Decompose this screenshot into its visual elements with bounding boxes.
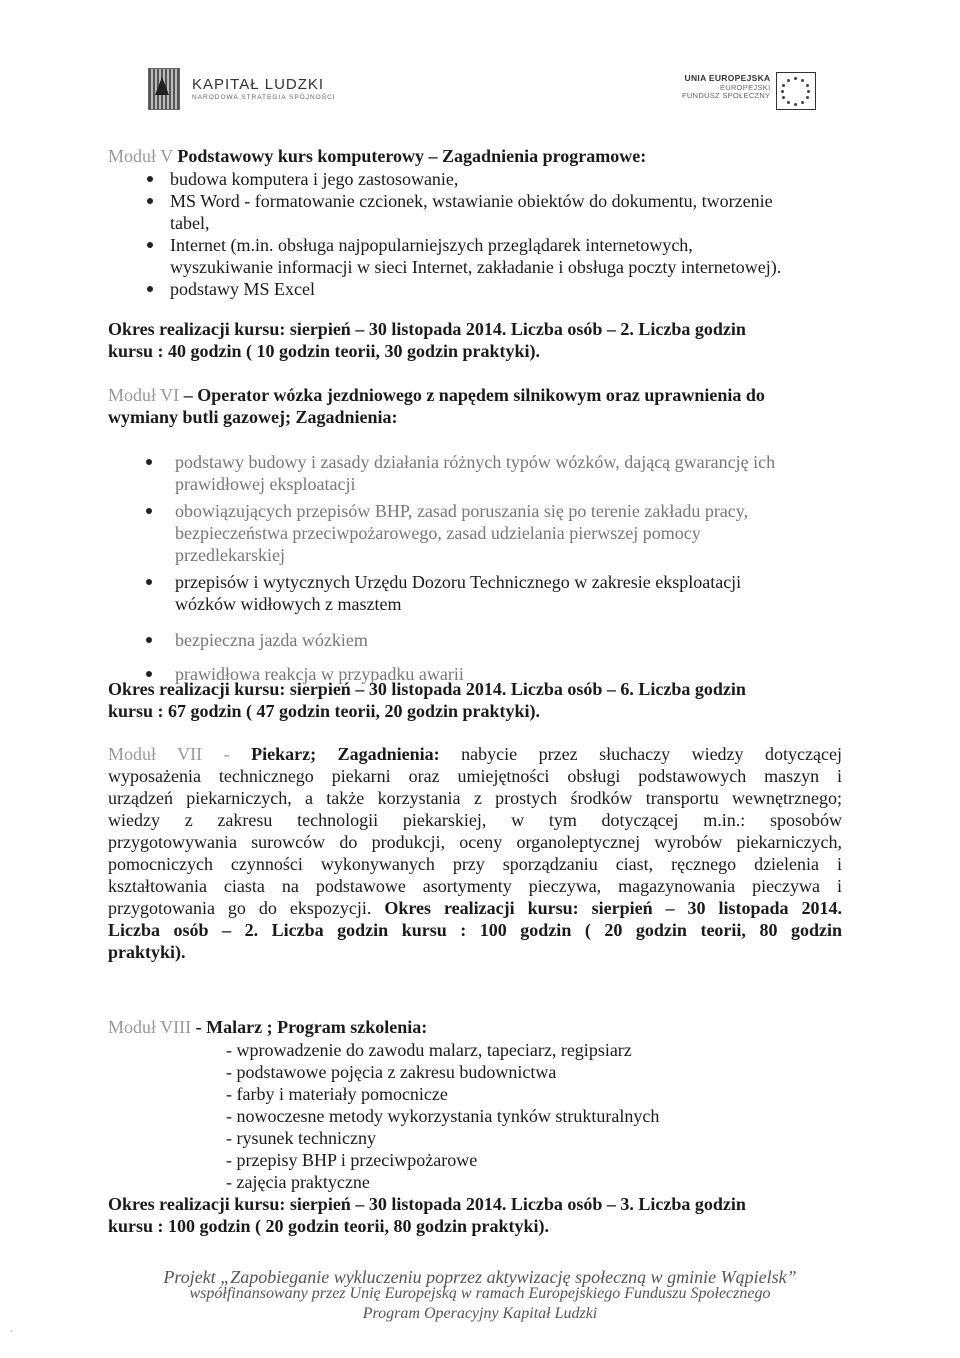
logo-subtitle: NARODOWA STRATEGIA SPÓJNOŚCI bbox=[192, 93, 336, 101]
modul-title-cont: wymiany butli gazowej; Zagadnienia: bbox=[108, 407, 398, 427]
list-item: - podstawowe pojęcia z zakresu budownictwa bbox=[226, 1062, 557, 1082]
summary-line: kursu : 100 godzin ( 20 godzin teorii, 80 godzin praktyki). bbox=[108, 1216, 550, 1236]
modul-5-heading bbox=[108, 145, 842, 167]
list-item: Internet (m.in. obsługa najpopularniejszych przeglądarek internetowych, bbox=[170, 234, 850, 256]
modul-label: Moduł VI bbox=[108, 385, 180, 405]
footer-program: Program Operacyjny Kapitał Ludzki bbox=[362, 1305, 598, 1322]
list-item: - wprowadzenie do zawodu malarz, tapeciarz, regipsiarz bbox=[226, 1040, 632, 1060]
kapital-ludzki-emblem-icon bbox=[148, 68, 180, 110]
footer-project-title: Projekt „Zapobieganie wykluczeniu poprzez aktywizację społeczną w gminie Wąpielsk” bbox=[163, 1267, 797, 1287]
modul-6-list bbox=[175, 451, 843, 685]
paragraph-line: urządzeń piekarniczych, a także korzystania z prostych środków transportu wewnętrznego; bbox=[108, 788, 842, 808]
list-item: podstawy MS Excel bbox=[170, 278, 850, 300]
list-item: - rysunek techniczny bbox=[226, 1128, 376, 1148]
paragraph-line: kształtowania ciasta na podstawowe asortymenty pieczywa, magazynowania pieczywa i bbox=[108, 876, 842, 896]
list-item-continuation: wyszukiwanie informacji w sieci Internet, zakładanie i obsługa poczty internetowej). bbox=[170, 257, 782, 277]
eu-flag-icon bbox=[776, 72, 816, 110]
eu-line-1: UNIA EUROPEJSKA bbox=[684, 73, 771, 83]
modul-6-summary bbox=[108, 678, 842, 722]
modul-8-list bbox=[226, 1039, 659, 1193]
modul-title: Piekarz; Zagadnienia: bbox=[251, 744, 440, 764]
summary-line: kursu : 40 godzin ( 10 godzin teorii, 30 godzin praktyki). bbox=[108, 341, 541, 361]
summary-line: Okres realizacji kursu: sierpień – 30 listopada 2014. Liczba osób – 6. Liczba godzin bbox=[108, 679, 746, 699]
summary-line: praktyki). bbox=[108, 942, 186, 962]
bullet-icon bbox=[146, 671, 152, 677]
paragraph-line: wiedzy z zakresu technologii piekarskiej, w tym dotyczącej m.in.: sposobów bbox=[108, 810, 842, 830]
bullet-icon bbox=[146, 637, 152, 643]
list-item: podstawy budowy i zasady działania różnych typów wózków, dającą gwarancję ich bbox=[175, 451, 843, 473]
paragraph-line: przygotowywania surowców do produkcji, oceny organoleptycznej wyrobów piekarniczych, bbox=[108, 832, 842, 852]
list-item: - farby i materiały pomocnicze bbox=[226, 1084, 448, 1104]
list-item: MS Word - formatowanie czcionek, wstawianie obiektów do dokumentu, tworzenie bbox=[170, 190, 850, 212]
list-item: budowa komputera i jego zastosowanie, bbox=[170, 168, 850, 190]
paragraph-line: pomocniczych czynności wykonywanych przy sporządzaniu ciast, ręcznego dzielenia i bbox=[108, 854, 842, 874]
bullet-icon bbox=[146, 579, 152, 585]
list-item-continuation: wózków widłowych z masztem bbox=[175, 594, 402, 614]
paragraph-line: wyposażenia technicznego piekarni oraz umiejętności obsługi podstawowych maszyn i bbox=[108, 766, 842, 786]
bullet-icon bbox=[146, 459, 152, 465]
modul-5-list bbox=[170, 168, 850, 300]
eu-line-2: EUROPEJSKI bbox=[719, 82, 771, 92]
modul-label: Moduł VII - bbox=[108, 744, 230, 764]
list-item: obowiązujących przepisów BHP, zasad poruszania się po terenie zakładu pracy, bbox=[175, 500, 843, 522]
list-item: - zajęcia praktyczne bbox=[226, 1172, 370, 1192]
summary-line: Okres realizacji kursu: sierpień – 30 listopada 2014. Liczba osób – 3. Liczba godzin bbox=[108, 1194, 746, 1214]
modul-title: - Malarz ; Program szkolenia: bbox=[195, 1017, 428, 1037]
summary-line: Liczba osób – 2. Liczba godzin kursu : 100 godzin ( 20 godzin teorii, 80 godzin bbox=[108, 920, 842, 940]
list-item-continuation: przedlekarskiej bbox=[175, 545, 285, 565]
list-item: - przepisy BHP i przeciwpożarowe bbox=[226, 1150, 478, 1170]
list-item: bezpieczna jazda wózkiem bbox=[175, 629, 843, 651]
modul-7-paragraph bbox=[108, 743, 842, 963]
kapital-ludzki-logo bbox=[148, 68, 336, 110]
logo-title: KAPITAŁ LUDZKI bbox=[192, 75, 325, 93]
modul-8-summary bbox=[108, 1193, 842, 1237]
paragraph-text: przygotowania go do ekspozycji. bbox=[108, 898, 372, 918]
bullet-icon bbox=[146, 508, 152, 514]
modul-8-heading bbox=[108, 1016, 842, 1038]
bullet-icon bbox=[147, 198, 153, 204]
paragraph-text: nabycie przez słuchaczy wiedzy dotyczącej bbox=[461, 744, 842, 764]
list-item-continuation: prawidłowej eksploatacji bbox=[175, 474, 356, 494]
list-item-continuation: bezpieczeństwa przeciwpożarowego, zasad udzielania pierwszej pomocy bbox=[175, 523, 701, 543]
list-item: prawidłowa reakcja w przypadku awarii bbox=[175, 663, 843, 685]
modul-5-summary bbox=[108, 318, 842, 362]
list-item-continuation: tabel, bbox=[170, 213, 210, 233]
summary-line: Okres realizacji kursu: sierpień – 30 listopada 2014. Liczba osób – 2. Liczba godzin bbox=[108, 319, 746, 339]
eu-logo bbox=[682, 74, 816, 110]
list-item: - nowoczesne metody wykorzystania tynków strukturalnych bbox=[226, 1106, 660, 1126]
summary-text: Okres realizacji kursu: sierpień – 30 listopada 2014. bbox=[384, 898, 843, 918]
modul-label: Moduł V bbox=[108, 146, 173, 166]
bullet-icon bbox=[147, 176, 153, 182]
summary-line: kursu : 67 godzin ( 47 godzin teorii, 20 godzin praktyki). bbox=[108, 701, 541, 721]
bullet-icon bbox=[147, 286, 153, 292]
footer-cofinancing: współfinansowany przez Unię Europejską w ramach Europejskiego Funduszu Społecznego bbox=[189, 1285, 771, 1302]
margin-mark: ` bbox=[10, 1330, 14, 1341]
list-item: przepisów i wytycznych Urzędu Dozoru Technicznego w zakresie eksploatacji bbox=[175, 571, 843, 593]
bullet-icon bbox=[147, 242, 153, 248]
modul-label: Moduł VIII bbox=[108, 1017, 192, 1037]
modul-title: Podstawowy kurs komputerowy – Zagadnienia programowe: bbox=[177, 146, 647, 166]
eu-line-3: FUNDUSZ SPOŁECZNY bbox=[682, 91, 771, 101]
modul-6-heading bbox=[108, 384, 842, 428]
modul-title: – Operator wózka jezdniowego z napędem silnikowym oraz uprawnienia do bbox=[179, 385, 765, 405]
